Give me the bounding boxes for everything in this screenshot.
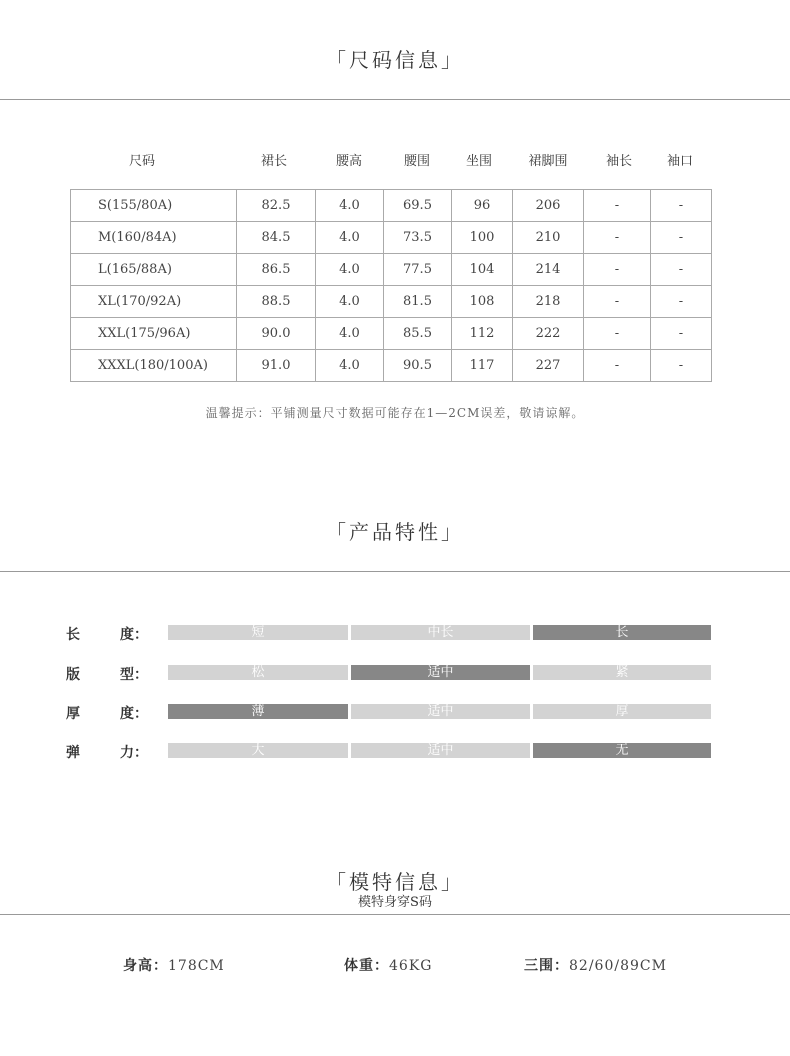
model-weight-label: 体重： [344,958,389,974]
attribute-option: 长 [533,625,711,640]
table-cell: XL(170/92A) [71,286,237,318]
table-cell: - [651,254,712,286]
header-size: 尺码 [128,154,155,169]
attribute-label-suffix: 度： [120,706,148,722]
table-row [71,350,712,382]
table-cell: 4.0 [316,222,384,254]
header-sleeve-length: 袖长 [605,154,632,169]
table-cell: 4.0 [316,318,384,350]
table-cell: 91.0 [237,350,316,382]
table-cell: 4.0 [316,286,384,318]
header-waist: 腰围 [403,154,430,169]
attribute-option: 无 [533,743,711,758]
table-cell: 104 [452,254,513,286]
table-cell: 88.5 [237,286,316,318]
attribute-label [66,664,156,682]
table-cell: - [651,190,712,222]
model-subtitle: 模特身穿S码 [358,895,432,910]
table-cell: 112 [452,318,513,350]
attribute-label-suffix: 度： [120,627,148,643]
table-cell: - [584,286,651,318]
model-section-divider [0,914,790,915]
table-cell: 86.5 [237,254,316,286]
table-cell: 73.5 [384,222,452,254]
table-cell: 81.5 [384,286,452,318]
header-skirt-length: 裙长 [260,154,287,169]
attribute-option: 适中 [351,704,530,719]
model-height [123,955,225,975]
table-cell: - [651,222,712,254]
header-hem: 裙脚围 [528,154,568,169]
table-cell: 227 [513,350,584,382]
table-cell: XXXL(180/100A) [71,350,237,382]
attribute-row [0,664,790,682]
attribute-row [0,742,790,760]
table-cell: - [651,318,712,350]
table-cell: 4.0 [316,350,384,382]
attribute-option: 短 [168,625,348,640]
table-cell: - [584,350,651,382]
model-height-label: 身高： [123,958,168,974]
attribute-row [0,624,790,642]
table-row [71,286,712,318]
table-cell: 222 [513,318,584,350]
model-measurements-label: 三围： [524,958,569,974]
model-measurements-value: 82/60/89CM [569,958,667,974]
attribute-label-suffix: 型： [120,667,148,683]
attribute-label-char: 版 [66,667,80,683]
table-cell: 117 [452,350,513,382]
table-cell: 214 [513,254,584,286]
attribute-label-char: 厚 [66,706,80,722]
table-cell: 90.0 [237,318,316,350]
table-row [71,318,712,350]
attribute-label [66,703,156,721]
attribute-option: 厚 [533,704,711,719]
attribute-option: 薄 [168,704,348,719]
attribute-option: 松 [168,665,348,680]
size-section-title: 「尺码信息」 [326,48,464,72]
attribute-row [0,703,790,721]
table-cell: L(165/88A) [71,254,237,286]
table-cell: 206 [513,190,584,222]
size-table-header [70,150,710,172]
attribute-label-char: 长 [66,627,80,643]
table-row [71,190,712,222]
table-cell: - [584,222,651,254]
table-cell: 77.5 [384,254,452,286]
table-cell: 90.5 [384,350,452,382]
table-cell: - [651,286,712,318]
table-cell: - [584,190,651,222]
attribute-option: 适中 [351,743,530,758]
table-cell: 84.5 [237,222,316,254]
table-cell: 96 [452,190,513,222]
table-cell: XXL(175/96A) [71,318,237,350]
attribute-label-char: 弹 [66,745,80,761]
attribute-option: 大 [168,743,348,758]
size-table [70,189,712,382]
feature-section-title: 「产品特性」 [326,520,464,544]
size-section-divider [0,99,790,100]
table-cell: 100 [452,222,513,254]
table-cell: 4.0 [316,190,384,222]
model-measurements [524,955,667,975]
table-cell: - [651,350,712,382]
model-weight-value: 46KG [389,958,433,974]
header-waist-height: 腰高 [335,154,362,169]
table-cell: 210 [513,222,584,254]
model-height-value: 178CM [168,958,225,974]
table-cell: - [584,318,651,350]
table-cell: 4.0 [316,254,384,286]
table-cell: 85.5 [384,318,452,350]
header-hip: 坐围 [465,154,492,169]
model-section-title: 「模特信息」 [326,870,464,894]
table-cell: 69.5 [384,190,452,222]
table-cell: M(160/84A) [71,222,237,254]
model-weight [344,955,432,975]
table-cell: 108 [452,286,513,318]
attribute-label [66,624,156,642]
attribute-option: 中长 [351,625,530,640]
measurement-note: 温馨提示：平铺测量尺寸数据可能存在1—2CM误差，敬请谅解。 [205,406,585,420]
attribute-label [66,742,156,760]
feature-section-divider [0,571,790,572]
attribute-option: 紧 [533,665,711,680]
table-row [71,222,712,254]
attribute-option: 适中 [351,665,530,680]
table-row [71,254,712,286]
table-cell: - [584,254,651,286]
attribute-label-suffix: 力： [120,745,148,761]
table-cell: S(155/80A) [71,190,237,222]
table-cell: 218 [513,286,584,318]
header-cuff: 袖口 [666,154,693,169]
table-cell: 82.5 [237,190,316,222]
